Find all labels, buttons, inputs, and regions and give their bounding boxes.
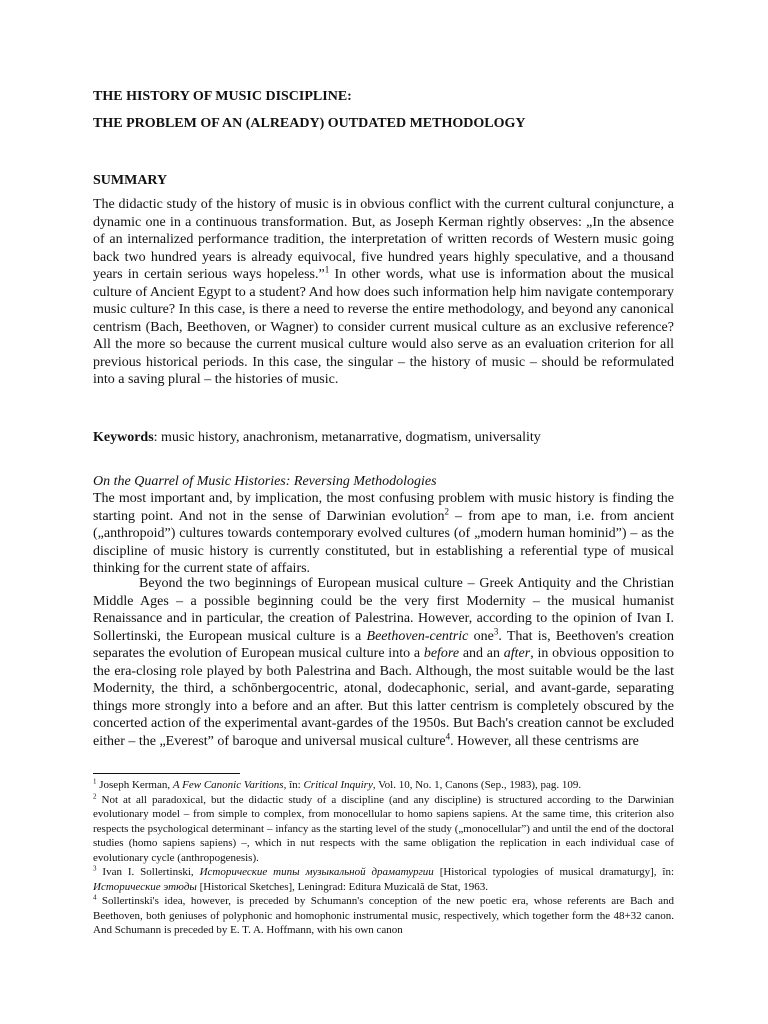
emphasis-before: before [423,646,460,661]
body-paragraph-2-part-a: Beyond the two beginnings of European musical culture – Greek Antiquity and the Christian Middle Ages – a possible beginning could be the very first Modernity – the musical humanist Renaissance and in particular, the creation of Palestrina. However, according to the opinion of Ivan I. Sollertinski, the European musical culture is a [93,576,674,644]
footnote-1-text-b: , în: [283,779,304,791]
body-paragraph-1-part-b: – from ape to man, i.e. from ancient („anthropoid”) cultures towards contemporary evolved cultures (of „modern human hominid”) – as the discipline of music history is currently constituted, but in establishing a referential type of musical thinking for the current state of affairs. [93,508,675,576]
summary-paragraph [93,196,674,389]
footnote-number-4: 4 [93,893,97,902]
body-paragraph-1-part-a: The most important and, by implication, the most confusing problem with music history is finding the starting point. And not in the sense of Darwinian evolution [93,491,674,524]
footnote-number-1: 1 [93,777,97,786]
footnote-3-work-title: Исторические типы музыкальной драматургии [199,866,434,878]
summary-text: The didactic study of the history of music is in obvious conflict with the current cultural conjuncture, a dynamic one in a continuous transformation. But, as Joseph Kerman rightly observes: „In the absence of an internalized performance tradition, the interpretation of written records of Western music going back two hundred years is already equivocal, five hundred years highly speculative, and a thousand years in certain serious ways hopeless.” [93,197,674,282]
footnote-number-3: 3 [93,864,97,873]
footnote-3-text-b: [Historical typologies of musical dramaturgy], în: [433,866,675,878]
footnote-1-journal-title: Critical Inquiry [303,779,373,791]
summary-text-continued: In other words, what use is information about the musical culture of Ancient Egypt to a student? And how does such information help him navigate contemporary music culture? In this case, is there a need to reverse the entire methodology, and beyond any canonical centrism (Bach, Beethoven, or Wagner) to consider current musical culture as an exclusive reference? All the more so because the current musical culture would also serve as an evaluation criterion for all previous historical periods. In this case, the singular – the history of music – should be reformulated into a saving plural – the histories of music. [93,267,675,387]
footnote-3-book-title: Исторические этюды [93,880,197,893]
emphasis-beethoven-centric: Beethoven-centric [366,628,469,644]
emphasis-after: after [503,646,531,661]
body-paragraph-2-part-c: . That is, Beethoven's creation separates the evolution of European musical culture into a [93,628,674,661]
footnote-ref-1: 1 [324,264,330,275]
footnote-separator [93,773,240,774]
footnote-number-2: 2 [93,791,97,800]
section-heading: On the Quarrel of Music Histories: Reversing Methodologies [93,474,437,489]
footnote-4-text: Sollertinski's idea, however, is preceded by Schumann's conception of the new poetic era, whose referents are Bach and Beethoven, both geniuses of polyphonic and homophonic instrumental music, respectively, which together form the 48+32 canon. And Schumann is preceded by E. T. A. Hoffmann, with his own canon [93,895,674,936]
footnote-4 [93,894,674,938]
footnote-2-text: Not at all paradoxical, but the didactic study of a discipline (and any discipline) is structured according to the Darwinian evolutionary model – from simple to complex, from monocellular to homo sapiens sapiens. At the same time, this criterion also respects the psychological determinant – infancy as the starting level of the study („monocellular”) and until the end of the doctoral studies (homo sapiens sapiens) –, which in nut respects with the same obligation the replication in each individual case of evolutionary cycle (anthropogenesis). [93,793,674,864]
keywords-label: Keywords [93,430,154,445]
footnote-1-text-a: Joseph Kerman, [96,779,173,791]
summary-heading: SUMMARY [93,173,168,188]
footnote-3-text-a: Ivan I. Sollertinski, [96,866,200,878]
footnote-3-text-c: [Historical Sketches], Leningrad: Editura Muzicală de Stat, 1963. [196,880,488,893]
body-paragraph-2-part-e: , in obvious opposition to the era-closing role played by both Palestrina and Bach. Although, the most suitable would be the last Modernity, the third, a schōnbergocentric, atonal, dodecaphonic, serial, and avant-garde, separating things more strongly into a before and an after. But this latter centrism is completely obscured by the concerted action of the experimental avant-gardes of the 1950s. But Bach's creation cannot be excluded either – the „Everest” of baroque and universal musical culture [93,646,674,749]
footnote-ref-4: 4 [445,730,451,741]
keywords-text: : music history, anachronism, metanarrative, dogmatism, universality [153,430,541,445]
document-page [93,0,674,1024]
body-paragraph-2-part-f: . However, all these centrisms are [450,733,639,749]
body-paragraph-2-part-d: and an [459,646,504,661]
footnote-1-work-title: A Few Canonic Varitions [172,779,284,791]
footnote-3 [93,865,674,894]
footnote-1 [93,778,674,793]
title-line-1: THE HISTORY OF MUSIC DISCIPLINE: [93,89,352,104]
body-paragraph-1 [93,490,674,578]
footnote-ref-2: 2 [444,505,450,516]
footnote-ref-3: 3 [493,625,499,636]
footnote-2 [93,793,674,866]
keywords-line [93,429,674,447]
body-paragraph-2-part-b: one [468,628,494,644]
title-line-2: THE PROBLEM OF AN (ALREADY) OUTDATED METHODOLOGY [93,116,526,131]
body-paragraph-2 [93,575,674,750]
footnotes [93,778,674,938]
footnote-1-text-c: , Vol. 10, No. 1, Canons (Sep., 1983), pag. 109. [372,779,582,791]
